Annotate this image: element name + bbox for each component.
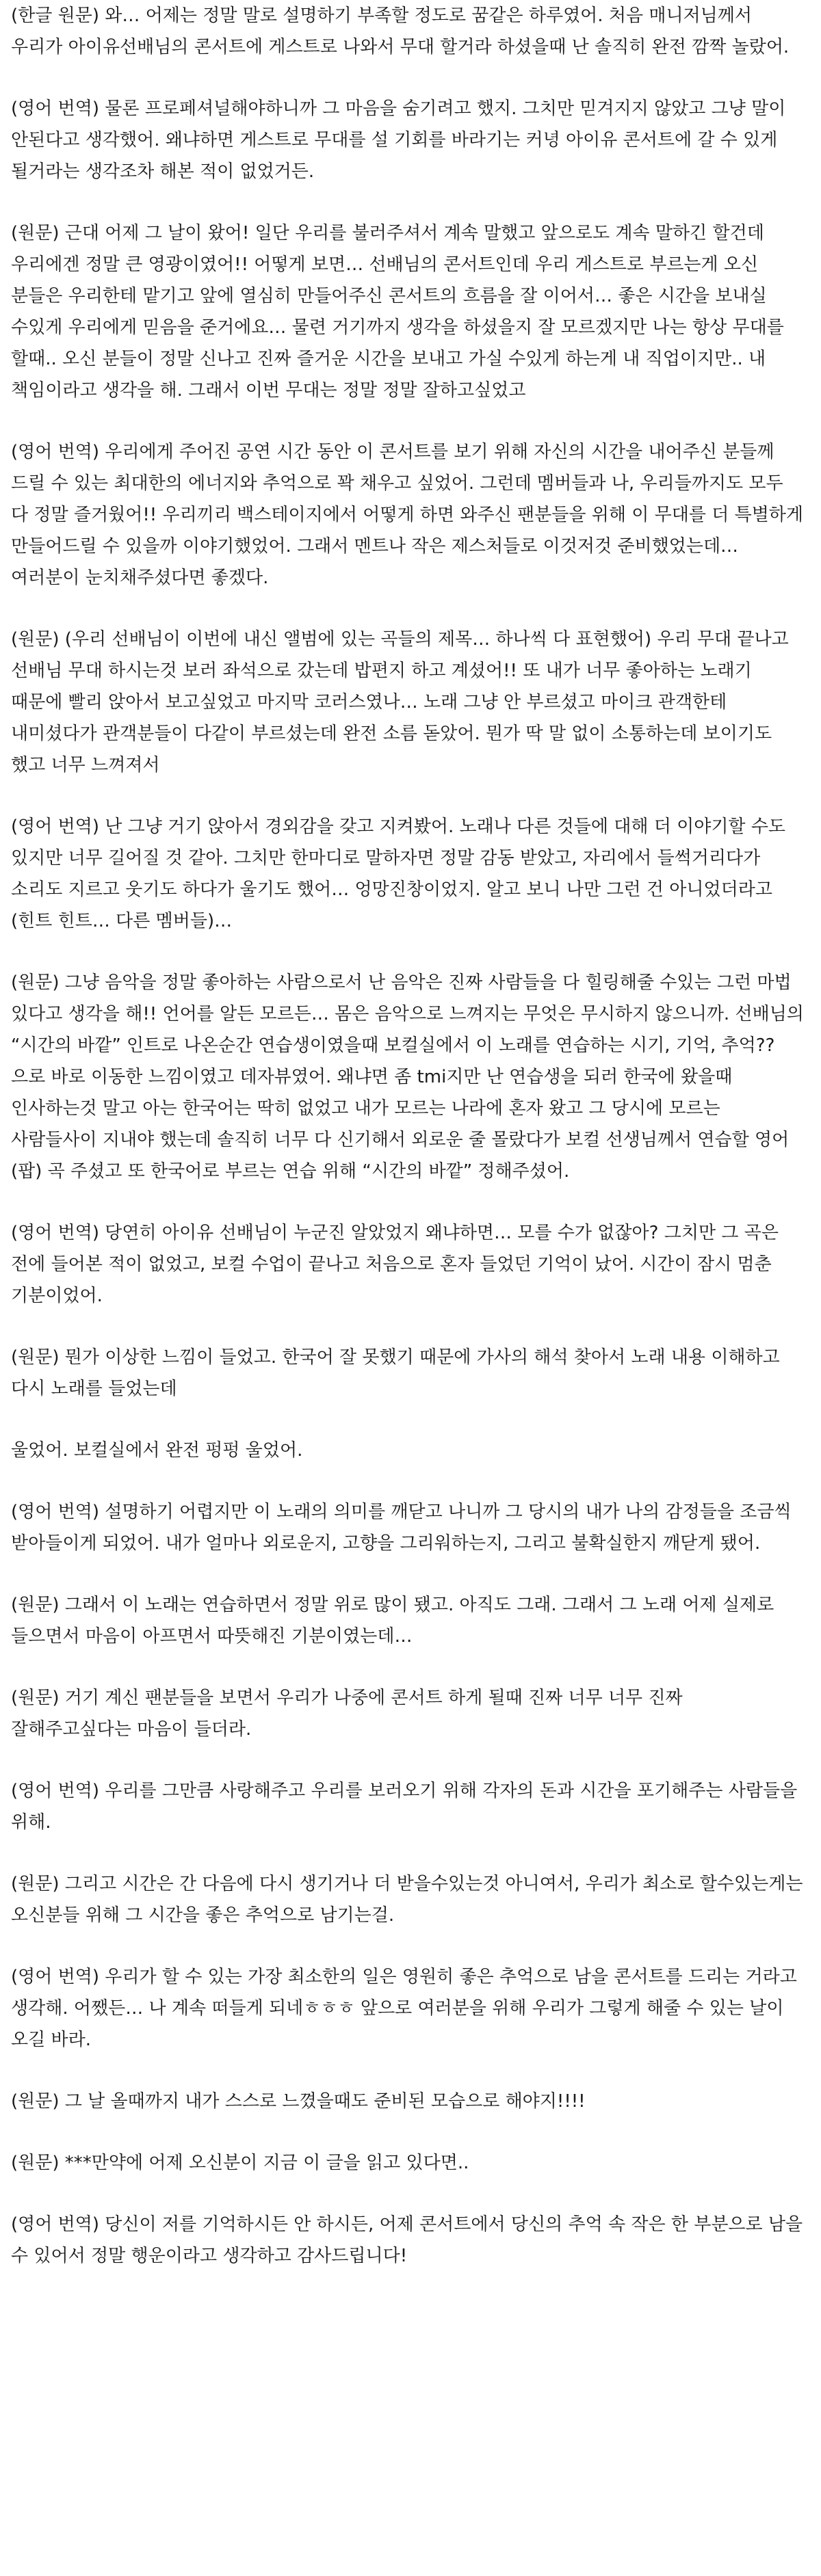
paragraph-3: (원문) 근대 어제 그 날이 왔어! 일단 우리를 불러주셔서 계속 말했고 앞으로도 계속 말하긴 할건데 우리에겐 정말 큰 영광이였어!! 어떻게 보면… 선배님의 콘서트인데 우리 게스트로 부르는게 오신 분들은 우리한테 맡기고 앞에 열심히 만들어주신 콘서트의 흐름을 잘 이어서… 좋은 시간을 보내실 수있게 우리에게 믿음을 준거에요… 물련 거기까지 생각을 하셨을지 잘 모르겠지만 나는 항상 무대를 할때.. 오신 분들이 정말 신나고 진짜 즐거운 시간을 보내고 가실 수있게 하는게 내 직업이지만.. 내 책임이라고 생각을 해. 그래서 이번 무대는 정말 정말 잘하고싶었고	[11, 223, 784, 401]
paragraph-5: (원문) (우리 선배님이 이번에 내신 앨범에 있는 곡들의 제목… 하나씩 다 표현했어) 우리 무대 끝나고 선배님 무대 하시는것 보러 좌석으로 갔는데 밥편지 하고 계셨어!! 또 내가 너무 좋아하는 노래기 때문에 빨리 앉아서 보고싶었고 마지막 코러스였나… 노래 그냥 안 부르셨고 마이크 관객한테 내미셨다가 관객분들이 다같이 부르셨는데 완전 소름 돋았어. 뭔가 딱 말 없이 소통하는데 보이기도 했고 너무 느껴져서	[11, 629, 789, 775]
document-body	[11, 0, 805, 2272]
paragraph-16: (영어 번역) 우리가 할 수 있는 가장 최소한의 일은 영원히 좋은 추억으로 남을 콘서트를 드리는 거라고 생각해. 어쨌든… 나 계속 떠들게 되네ㅎㅎㅎ 앞으로 여러분을 위해 우리가 그렇게 해줄 수 있는 날이 오길 바라.	[11, 1967, 797, 2050]
paragraph-1: (한글 원문) 와… 어제는 정말 말로 설명하기 부족할 정도로 꿈같은 하루였어. 처음 매니저님께서 우리가 아이유선배님의 콘서트에 게스트로 나와서 무대 할거라 하셨을때 난 솔직히 완전 깜짝 놀랐어.	[11, 5, 790, 57]
paragraph-9: (원문) 뭔가 이상한 느낌이 들었고. 한국어 잘 못했기 때문에 가사의 해석 찾아서 노래 내용 이해하고 다시 노래를 들었는데	[11, 1347, 780, 1399]
paragraph-13: (원문) 거기 계신 팬분들을 보면서 우리가 나중에 콘서트 하게 될때 진짜 너무 너무 진짜 잘해주고싶다는 마음이 들더라.	[11, 1688, 683, 1740]
paragraph-6: (영어 번역) 난 그냥 거기 앉아서 경외감을 갖고 지켜봤어. 노래나 다른 것들에 대해 더 이야기할 수도 있지만 너무 길어질 것 같아. 그치만 한마디로 말하자면 정말 감동 받았고, 자리에서 들썩거리다가 소리도 지르고 웃기도 하다가 울기도 했어… 엉망진창이었지. 알고 보니 나만 그런 건 아니었더라고 (힌트 힌트… 다른 멤버들)…	[11, 816, 786, 931]
paragraph-11: (영어 번역) 설명하기 어렵지만 이 노래의 의미를 깨닫고 나니까 그 당시의 내가 나의 감정들을 조금씩 받아들이게 되었어. 내가 얼마나 외로운지, 고향을 그리워하는지, 그리고 불확실한지 깨닫게 됐어.	[11, 1502, 792, 1554]
paragraph-7: (원문) 그냥 음악을 정말 좋아하는 사람으로서 난 음악은 진짜 사람들을 다 힐링해줄 수있는 그런 마법 있다고 생각을 해!! 언어를 알든 모르든… 몸은 음악으로 느껴지는 무엇은 무시하지 않으니까. 선배님의 “시간의 바깥” 인트로 나온순간 연습생이였을때 보컬실에서 이 노래를 연습하는 시기, 기억, 추억?? 으로 바로 이동한 느낌이였고 데자뷰였어. 왜냐면 좀 tmi지만 난 연습생을 되러 한국에 왔을때 인사하는것 말고 아는 한국어는 딱히 없었고 내가 모르는 나라에 혼자 왔고 그 당시에 모르는 사람들사이 지내야 했는데 솔직히 너무 다 신기해서 외로운 줄 몰랐다가 보컬 선생님께서 연습할 영어 (팝) 곡 주셨고 또 한국어로 부르는 연습 위해 “시간의 바깥” 정해주셨어.	[11, 972, 804, 1182]
paragraph-2: (영어 번역) 물론 프로페셔널해야하니까 그 마음을 숨기려고 했지. 그치만 믿겨지지 않았고 그냥 말이 안된다고 생각했어. 왜냐하면 게스트로 무대를 설 기회를 바라기는 커녕 아이유 콘서트에 갈 수 있게 될거라는 생각조차 해본 적이 없었거든.	[11, 98, 786, 182]
paragraph-15: (원문) 그리고 시간은 간 다음에 다시 생기거나 더 받을수있는것 아니여서, 우리가 최소로 할수있는게는 오신분들 위해 그 시간을 좋은 추억으로 남기는걸.	[11, 1874, 803, 1926]
paragraph-14: (영어 번역) 우리를 그만큼 사랑해주고 우리를 보러오기 위해 각자의 돈과 시간을 포기해주는 사람들을 위해.	[11, 1781, 798, 1833]
paragraph-8: (영어 번역) 당연히 아이유 선배님이 누군진 알았었지 왜냐하면… 모를 수가 없잖아? 그치만 그 곡은 전에 들어본 적이 없었고, 보컬 수업이 끝나고 처음으로 혼자 들었던 기억이 났어. 시간이 잠시 멈춘 기분이었어.	[11, 1223, 779, 1306]
paragraph-10: 울었어. 보컬실에서 완전 펑펑 울었어.	[11, 1440, 303, 1461]
paragraph-4: (영어 번역) 우리에게 주어진 공연 시간 동안 이 콘서트를 보기 위해 자신의 시간을 내어주신 분들께 드릴 수 있는 최대한의 에너지와 추억으로 꽉 채우고 싶었어. 그런데 멤버들과 나, 우리들까지도 모두 다 정말 즐거웠어!! 우리끼리 백스테이지에서 어떻게 하면 와주신 팬분들을 위해 이 무대를 더 특별하게 만들어드릴 수 있을까 이야기했었어. 그래서 멘트나 작은 제스처들로 이것저것 준비했었는데… 여러분이 눈치채주셨다면 좋겠다.	[11, 442, 804, 588]
paragraph-12: (원문) 그래서 이 노래는 연습하면서 정말 위로 많이 됐고. 아직도 그래. 그래서 그 노래 어제 실제로 들으면서 마음이 아프면서 따뜻해진 기분이였는데…	[11, 1595, 774, 1647]
paragraph-17: (원문) 그 날 올때까지 내가 스스로 느꼈을때도 준비된 모습으로 해야지!!!!	[11, 2091, 586, 2112]
paragraph-18: (원문) ***만약에 어제 오신분이 지금 이 글을 읽고 있다면..	[11, 2153, 469, 2173]
paragraph-19: (영어 번역) 당신이 저를 기억하시든 안 하시든, 어제 콘서트에서 당신의 추억 속 작은 한 부분으로 남을 수 있어서 정말 행운이라고 생각하고 감사드립니다!	[11, 2214, 803, 2266]
